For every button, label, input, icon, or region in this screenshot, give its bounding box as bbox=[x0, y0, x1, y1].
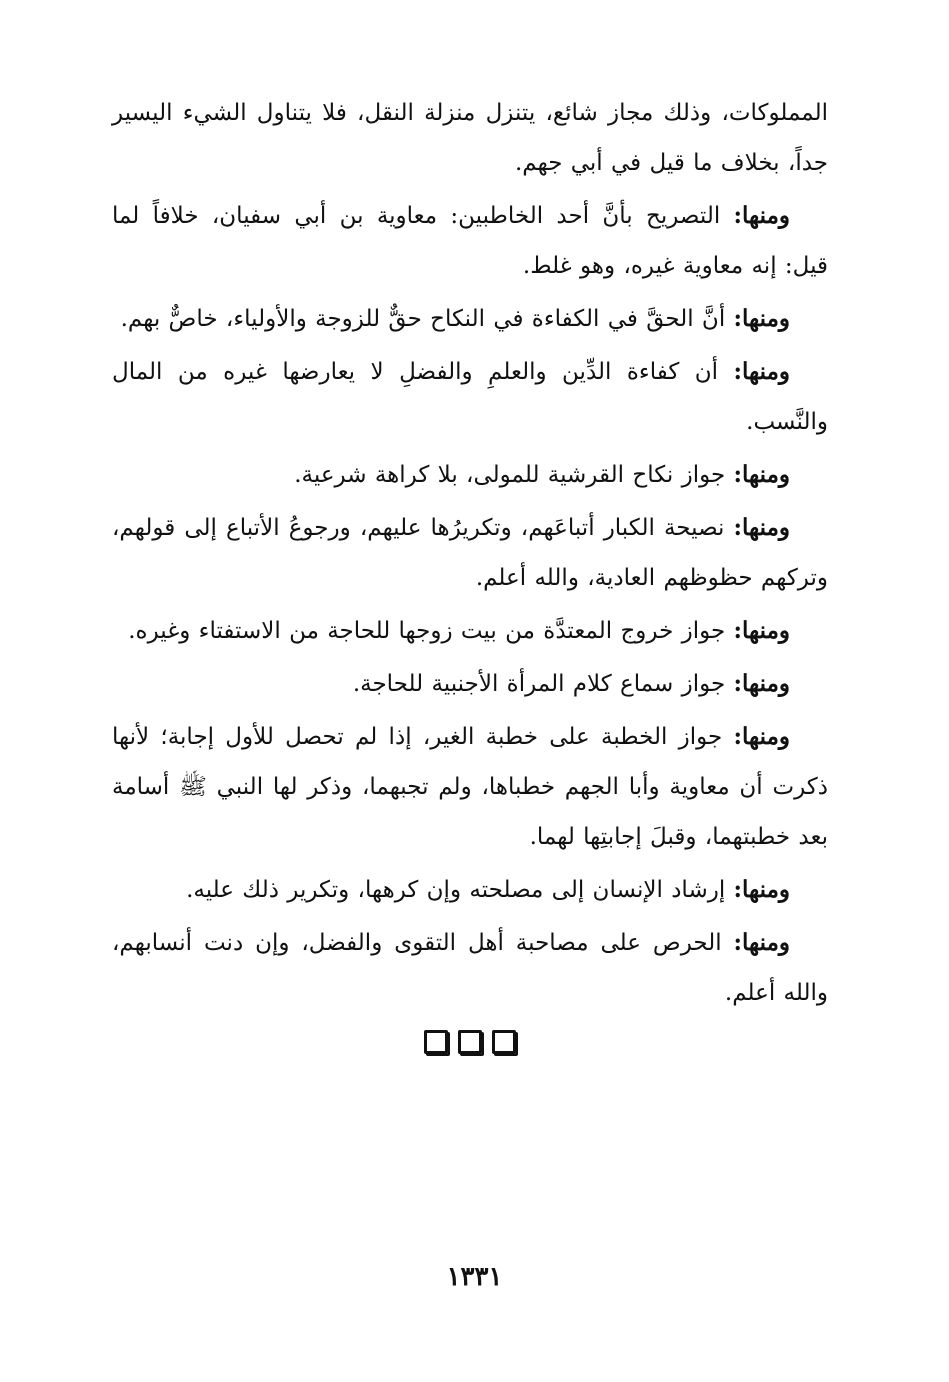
paragraph-text: أن كفاءة الدِّين والعلمِ والفضلِ لا يعارضها غيره من المال والنَّسب. bbox=[112, 359, 828, 435]
paragraph-text: نصيحة الكبار أتباعَهم، وتكريرُها عليهم، ورجوعُ الأتباع إلى قولهم، وتركهم حظوظهم العادية، والله أعلم. bbox=[112, 515, 828, 591]
paragraph-9 bbox=[112, 712, 828, 862]
paragraph-lead: ومنها: bbox=[733, 202, 790, 229]
paragraph-2 bbox=[112, 191, 828, 291]
paragraph-6 bbox=[112, 503, 828, 603]
square-ornament-icon bbox=[458, 1030, 482, 1054]
paragraph-8 bbox=[112, 659, 828, 709]
paragraph-text: أنَّ الحقَّ في الكفاءة في النكاح حقٌّ للزوجة والأولياء، خاصٌّ بهم. bbox=[120, 306, 726, 332]
paragraph-lead: ومنها: bbox=[733, 876, 790, 903]
paragraph-text: إرشاد الإنسان إلى مصلحته وإن كرهها، وتكرير ذلك عليه. bbox=[186, 877, 726, 903]
paragraph-text: المملوكات، وذلك مجاز شائع، يتنزل منزلة النقل، فلا يتناول الشيء اليسير جداً، بخلاف ما قيل في أبي جهم. bbox=[112, 100, 828, 176]
paragraph-lead: ومنها: bbox=[733, 617, 790, 644]
paragraph-3 bbox=[112, 294, 828, 344]
paragraph-text: جواز نكاح القرشية للمولى، بلا كراهة شرعية. bbox=[294, 462, 726, 488]
paragraph-lead: ومنها: bbox=[733, 929, 790, 956]
paragraph-4 bbox=[112, 347, 828, 447]
paragraph-lead: ومنها: bbox=[733, 670, 790, 697]
paragraph-lead: ومنها: bbox=[733, 305, 790, 332]
section-end-ornament bbox=[112, 1030, 828, 1054]
paragraph-lead: ومنها: bbox=[733, 461, 790, 488]
paragraph-lead: ومنها: bbox=[733, 358, 791, 385]
paragraph-1 bbox=[112, 88, 828, 188]
paragraph-text: الحرص على مصاحبة أهل التقوى والفضل، وإن دنت أنسابهم، والله أعلم. bbox=[112, 930, 828, 1006]
paragraph-text: جواز خروج المعتدَّة من بيت زوجها للحاجة من الاستفتاء وغيره. bbox=[128, 618, 726, 644]
paragraph-text: جواز الخطبة على خطبة الغير، إذا لم تحصل للأول إجابة؛ لأنها ذكرت أن معاوية وأبا الجهم خطباها، ولم تجبهما، وذكر لها النبي ﷺ أسامة بعد خطبتهما، وقبلَ إجابتِها لهما. bbox=[112, 724, 828, 850]
paragraph-10 bbox=[112, 865, 828, 915]
square-ornament-icon bbox=[492, 1030, 516, 1054]
paragraph-lead: ومنها: bbox=[733, 723, 790, 750]
square-ornament-icon bbox=[424, 1030, 448, 1054]
paragraph-lead: ومنها: bbox=[733, 514, 790, 541]
paragraph-5 bbox=[112, 450, 828, 500]
page-body bbox=[112, 88, 828, 1054]
paragraph-11 bbox=[112, 918, 828, 1018]
paragraph-text: التصريح بأنَّ أحد الخاطبين: معاوية بن أبي سفيان، خلافاً لما قيل: إنه معاوية غيره، وهو غلط. bbox=[112, 203, 828, 279]
paragraph-text: جواز سماع كلام المرأة الأجنبية للحاجة. bbox=[352, 671, 726, 697]
page-number: ١٣٣١ bbox=[446, 1262, 503, 1292]
paragraph-7 bbox=[112, 606, 828, 656]
